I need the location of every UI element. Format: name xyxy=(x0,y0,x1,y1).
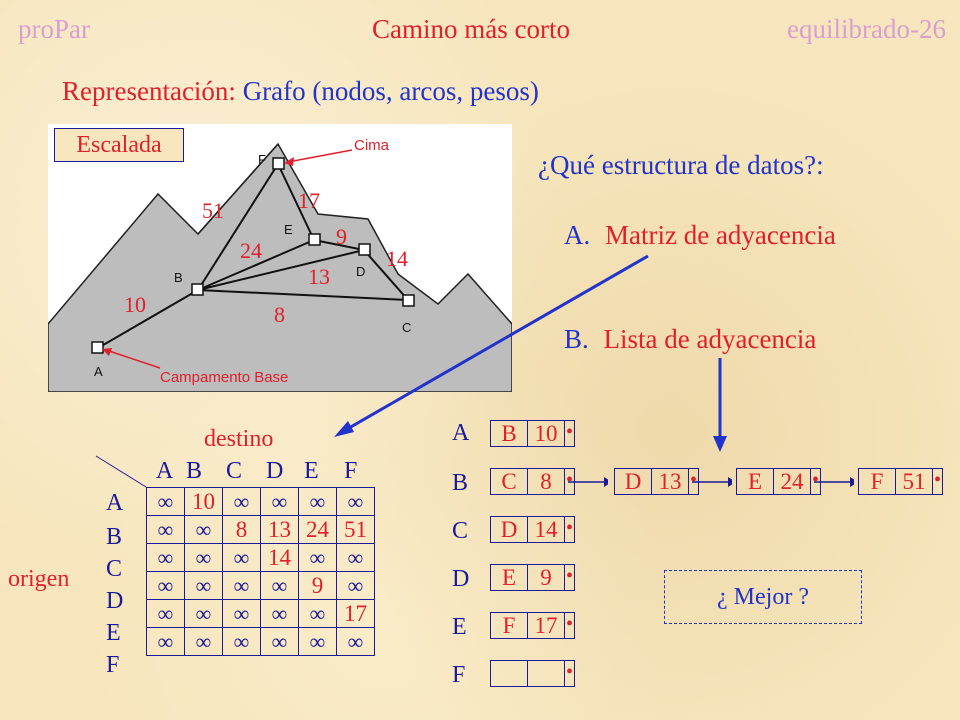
list-node xyxy=(858,468,943,495)
weight-ed: 9 xyxy=(336,224,347,249)
list-node-pointer: • xyxy=(565,421,573,443)
list-node-weight: 51 xyxy=(896,469,933,494)
matrix-row xyxy=(147,544,375,572)
list-node-dest: D xyxy=(615,469,652,494)
list-node xyxy=(490,660,575,687)
matrix-cell: ∞ xyxy=(299,544,337,572)
matrix-cell: ∞ xyxy=(147,516,185,544)
matrix-cell: ∞ xyxy=(223,544,261,572)
matrix-cell: ∞ xyxy=(261,488,299,516)
list-node-weight: 8 xyxy=(528,469,565,494)
node-label-c: C xyxy=(402,320,412,335)
subtitle-prefix: Representación: xyxy=(62,76,236,106)
matrix-cell: ∞ xyxy=(185,572,223,600)
matrix-cell: ∞ xyxy=(261,628,299,656)
matrix-cell: ∞ xyxy=(299,628,337,656)
list-node-pointer: • xyxy=(565,613,573,635)
list-node-weight: 9 xyxy=(528,565,565,590)
col-header-e: E xyxy=(304,458,319,484)
node-label-e: E xyxy=(284,222,293,237)
header-right: equilibrado-26 xyxy=(787,14,946,44)
row-header-c: C xyxy=(106,556,123,582)
list-node xyxy=(490,612,575,639)
list-node-pointer: • xyxy=(565,661,573,683)
list-node-pointer: • xyxy=(565,469,573,491)
adjacency-matrix xyxy=(146,487,375,656)
matrix-cell: ∞ xyxy=(147,600,185,628)
weight-be: 24 xyxy=(240,238,262,263)
list-node-weight: 17 xyxy=(528,613,565,638)
matrix-cell: ∞ xyxy=(223,572,261,600)
list-row-label-b: B xyxy=(452,470,469,496)
matrix-row xyxy=(147,516,375,544)
list-node xyxy=(490,468,575,495)
matrix-cell: 13 xyxy=(261,516,299,544)
list-node-pointer: • xyxy=(811,469,819,491)
matrix-cell: 17 xyxy=(337,600,375,628)
matrix-row xyxy=(147,488,375,516)
col-header-d: D xyxy=(266,458,284,484)
page-title: Camino más corto xyxy=(372,14,570,44)
matrix-cell: ∞ xyxy=(147,544,185,572)
matrix-cell: ∞ xyxy=(147,488,185,516)
col-header-f: F xyxy=(344,458,358,484)
matrix-cell: ∞ xyxy=(185,516,223,544)
list-link-arrow xyxy=(814,475,854,489)
weight-bf: 51 xyxy=(202,198,224,223)
base-label: Campamento Base xyxy=(160,369,289,386)
list-node-dest: B xyxy=(491,421,528,446)
matrix-cell: ∞ xyxy=(261,572,299,600)
matrix-cell: ∞ xyxy=(223,600,261,628)
matrix-corner-line xyxy=(96,456,146,487)
matrix-arrow xyxy=(342,256,648,432)
option-b-text: Lista de adyacencia xyxy=(603,324,817,354)
matrix-origin-label: origen xyxy=(8,566,70,592)
list-node-pointer: • xyxy=(689,469,697,491)
node-label-b: B xyxy=(174,270,183,285)
matrix-cell: 14 xyxy=(261,544,299,572)
weight-bd: 13 xyxy=(308,264,330,289)
row-header-a: A xyxy=(106,490,124,516)
list-node-dest: D xyxy=(491,517,528,542)
list-row-label-f: F xyxy=(452,662,466,688)
option-a-letter: A. xyxy=(564,220,591,250)
node-label-d: D xyxy=(356,264,366,279)
list-node xyxy=(736,468,821,495)
row-header-d: D xyxy=(106,588,124,614)
matrix-cell: ∞ xyxy=(147,628,185,656)
list-node xyxy=(490,564,575,591)
matrix-cell: ∞ xyxy=(223,488,261,516)
option-b-letter: B. xyxy=(564,324,589,354)
weight-ef: 17 xyxy=(298,188,320,213)
list-row-label-a: A xyxy=(452,420,470,446)
col-header-c: C xyxy=(226,458,243,484)
matrix-cell: ∞ xyxy=(337,628,375,656)
list-row-label-c: C xyxy=(452,518,469,544)
matrix-cell: ∞ xyxy=(147,572,185,600)
matrix-cell: 51 xyxy=(337,516,375,544)
list-node-weight: 10 xyxy=(528,421,565,446)
list-node xyxy=(490,516,575,543)
weight-bc: 8 xyxy=(274,302,285,327)
list-node-pointer: • xyxy=(565,565,573,587)
list-node-weight: 13 xyxy=(652,469,689,494)
col-header-a: A xyxy=(156,458,174,484)
matrix-cell: 24 xyxy=(299,516,337,544)
node-label-f: F xyxy=(258,152,266,167)
matrix-row xyxy=(147,600,375,628)
matrix-cell: ∞ xyxy=(337,572,375,600)
list-node-dest: E xyxy=(491,565,528,590)
matrix-dest-label: destino xyxy=(204,426,274,452)
matrix-cell: ∞ xyxy=(337,544,375,572)
matrix-cell: ∞ xyxy=(299,600,337,628)
row-header-f: F xyxy=(106,652,120,678)
list-node-pointer: • xyxy=(933,469,941,491)
subtitle-text: Grafo (nodos, arcos, pesos) xyxy=(242,76,539,106)
list-node-weight xyxy=(528,661,565,686)
list-link-arrow xyxy=(568,475,608,489)
list-node-weight: 14 xyxy=(528,517,565,542)
question: ¿Qué estructura de datos?: xyxy=(538,150,824,180)
matrix-cell: ∞ xyxy=(185,600,223,628)
list-node-dest xyxy=(491,661,528,686)
list-node-dest: F xyxy=(491,613,528,638)
matrix-cell: ∞ xyxy=(185,628,223,656)
matrix-cell: 10 xyxy=(185,488,223,516)
node-label-a: A xyxy=(94,364,103,379)
list-node-dest: C xyxy=(491,469,528,494)
matrix-cell: 9 xyxy=(299,572,337,600)
list-node-dest: E xyxy=(737,469,774,494)
col-header-b: B xyxy=(186,458,203,484)
matrix-cell: ∞ xyxy=(299,488,337,516)
option-a-text: Matriz de adyacencia xyxy=(605,220,836,250)
matrix-cell: 8 xyxy=(223,516,261,544)
list-node xyxy=(614,468,699,495)
matrix-cell: ∞ xyxy=(185,544,223,572)
list-row-label-d: D xyxy=(452,566,470,592)
list-node-pointer: • xyxy=(565,517,573,539)
weight-ab: 10 xyxy=(124,292,146,317)
list-node-weight: 24 xyxy=(774,469,811,494)
row-header-e: E xyxy=(106,620,121,646)
list-row-label-e: E xyxy=(452,614,467,640)
mejor-callout: ¿ Mejor ? xyxy=(664,570,862,624)
matrix-row xyxy=(147,572,375,600)
cima-label: Cima xyxy=(354,137,390,154)
list-node-dest: F xyxy=(859,469,896,494)
figure-title: Escalada xyxy=(54,128,184,162)
row-header-b: B xyxy=(106,524,123,550)
weight-dc: 14 xyxy=(386,246,408,271)
matrix-cell: ∞ xyxy=(337,488,375,516)
header-left: proPar xyxy=(18,14,90,44)
list-node xyxy=(490,420,575,447)
matrix-cell: ∞ xyxy=(223,628,261,656)
matrix-cell: ∞ xyxy=(261,600,299,628)
matrix-row xyxy=(147,628,375,656)
list-link-arrow xyxy=(692,475,732,489)
